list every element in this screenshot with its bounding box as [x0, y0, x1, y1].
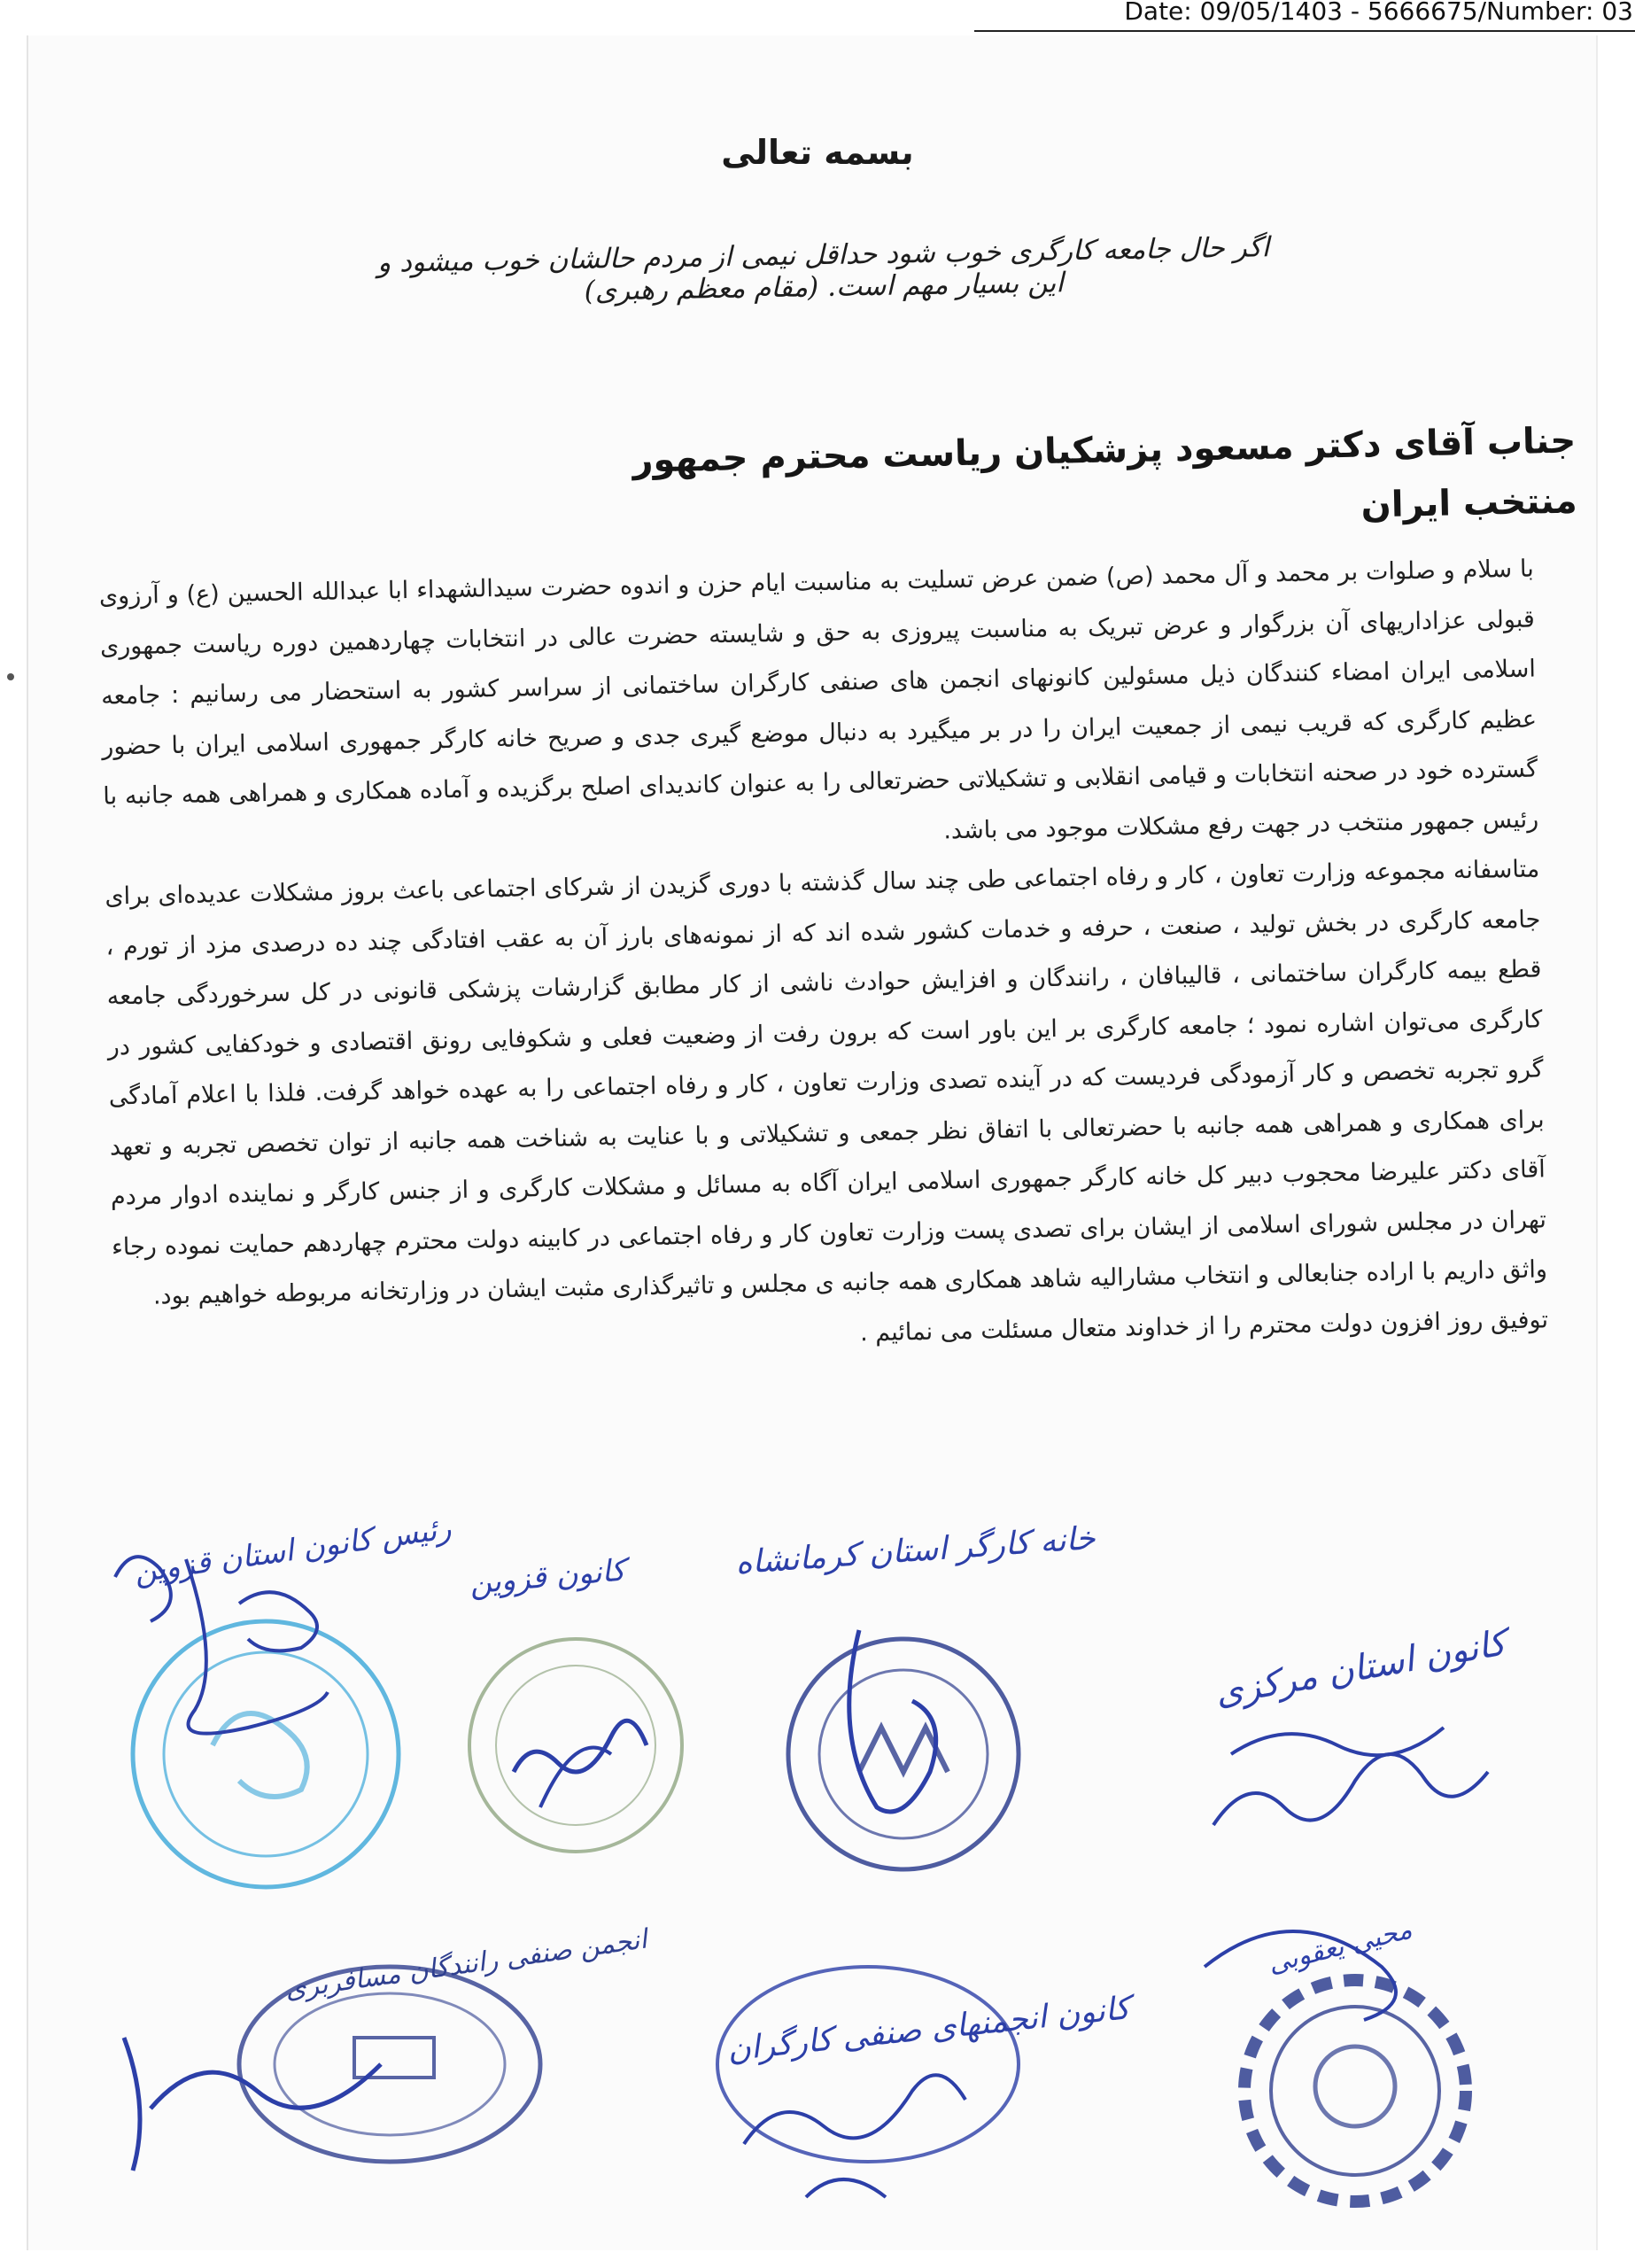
header-strip [974, 0, 1635, 32]
signature-label: خانه کارگر استان کرمانشاه [734, 1519, 1096, 1582]
letter-paragraph: متاسفانه مجموعه وزارت تعاون ، کار و رفاه اجتماعی طی چند سال گذشته با دوری گزیدن از شرکای اجتماعی باعث بروز مشکلات عدیده‌ای برای جامعه کارگری در بخش تولید ، صنعت ، حرفه و خدمات کشور شده اند که از نمونه‌های بارز آن به عقب افتادگی چند ده درصدی مزد از تورم ، قطع بیمه کارگران ساختمانی ، قالیبافان ، رانندگان و افزایش حوادث ناشی از کار مطابق گزارشات پزشکی قانونی در کل سرخوردگی جامعه کارگری می‌توان اشاره نمود ؛ جامعه کارگری بر این باور است که برون رفت از وضعیت فعلی و شکوفایی رونق اقتصادی و خودکفایی کشور در گرو تجربه تخصص و کار آزمودگی فردیست که در آینده تصدی وزارت تعاون ، کار و رفاه اجتماعی را به عهده خواهد گرفت. فلذا با اعلام آمادگی برای همکاری و همراهی همه جانبه با حضرتعالی با اتفاق نظر جمعی و تشکیلاتی و با عنایت به شناخت همه جانبه از توان تخصص تجربه و تعهد آقای دکتر علیرضا محجوب دبیر کل خانه کارگر جمهوری اسلامی ایران آگاه به مسائل و مشکلات کارگری و از جنس کارگر و نماینده ادوار مردم تهران در مجلس شورای اسلامی از ایشان برای تصدی پست وزارت تعاون کار و رفاه اجتماعی در کابینه دولت محترم چهاردهم حمایت نموده رجاء واثق داریم با اراده جنابعالی و انتخاب مشارالیه شاهد همکاری همه جانبه ی مجلس و تاثیرگذاری مثبت ایشان در وزارتخانه مربوطه خواهیم بود. [105, 855, 1548, 1310]
leader-quote: اگر حال جامعه کارگری خوب شود حداقل نیمی از مردم حالشان خوب میشود و این بسیار مهم است. (مقام معظم رهبری) [376, 231, 1270, 307]
margin-mark [7, 673, 14, 680]
signature-label: کانون قزوین [468, 1552, 627, 1602]
basmala-heading: بسمه تعالی [721, 133, 914, 172]
handwriting-stroke [691, 1931, 1063, 2250]
signatures-area [0, 1488, 1635, 2268]
signature-block [89, 1923, 649, 2233]
signature-block [434, 1542, 726, 1878]
signature-label: محیی یعقوبی [1265, 1914, 1415, 1980]
signature-label: انجمن صنفی رانندگان مسافربری [283, 1923, 649, 2006]
letter-closing: توفیق روز افزون دولت محترم را از خداوند متعال مسئلت می نمائیم . [859, 1305, 1549, 1347]
letter-body [98, 545, 1548, 1373]
signature-label: کانون استان مرکزی [1212, 1622, 1509, 1714]
signature-block [1151, 1860, 1523, 2233]
signature-label: رئیس کانون استان قزوین [131, 1511, 453, 1590]
signature-block [691, 1931, 1132, 2250]
seal-stamp-gear [1151, 1860, 1523, 2233]
document-date-number: Date: 09/05/1403 - 5666675/Number: 03 [1124, 0, 1633, 26]
letter-paragraph: با سلام و صلوات بر محمد و آل محمد (ص) ضمن عرض تسلیت به مناسبت ایام حزن و اندوه حضرت سیدالشهداء ابا عبدالله الحسین (ع) و آرزوی قبولی عزاداریهای آن بزرگوار و عرض تبریک به مناسبت پیروزی به حق و شایسته حضرت عالی در انتخابات چهاردهمین دوره ریاست جمهوری اسلامی ایران امضاء کنندگان ذیل مسئولین کانونهای انجمن های صنفی کارگران ساختمانی از سراسر کشور به استحضار می رسانیم : جامعه عظیم کارگری که قریب نیمی از جمعیت ایران را در بر میگیرد به دنبال موضع گیری جدی و صریح خانه کارگر جمهوری اسلامی ایران با حضور گسترده خود در صحنه انتخابات و قیامی انقلابی و تشکیلاتی حضرتعالی را به عنوان کاندیدای اصلح برگزیده و آماده همکاری و همراهی همه جانبه با رئیس جمهور منتخب در جهت رفع مشکلات موجود می باشد. [98, 555, 1539, 844]
signature-block [726, 1506, 1098, 1887]
signature-block [1178, 1595, 1550, 1887]
signature-label: کانون انجمنهای صنفی کارگران [725, 1990, 1132, 2069]
addressee-heading: جناب آقای دکتر مسعود پزشکیان ریاست محترم جمهور منتخب ایران [632, 420, 1578, 526]
signature-block [80, 1511, 453, 1896]
